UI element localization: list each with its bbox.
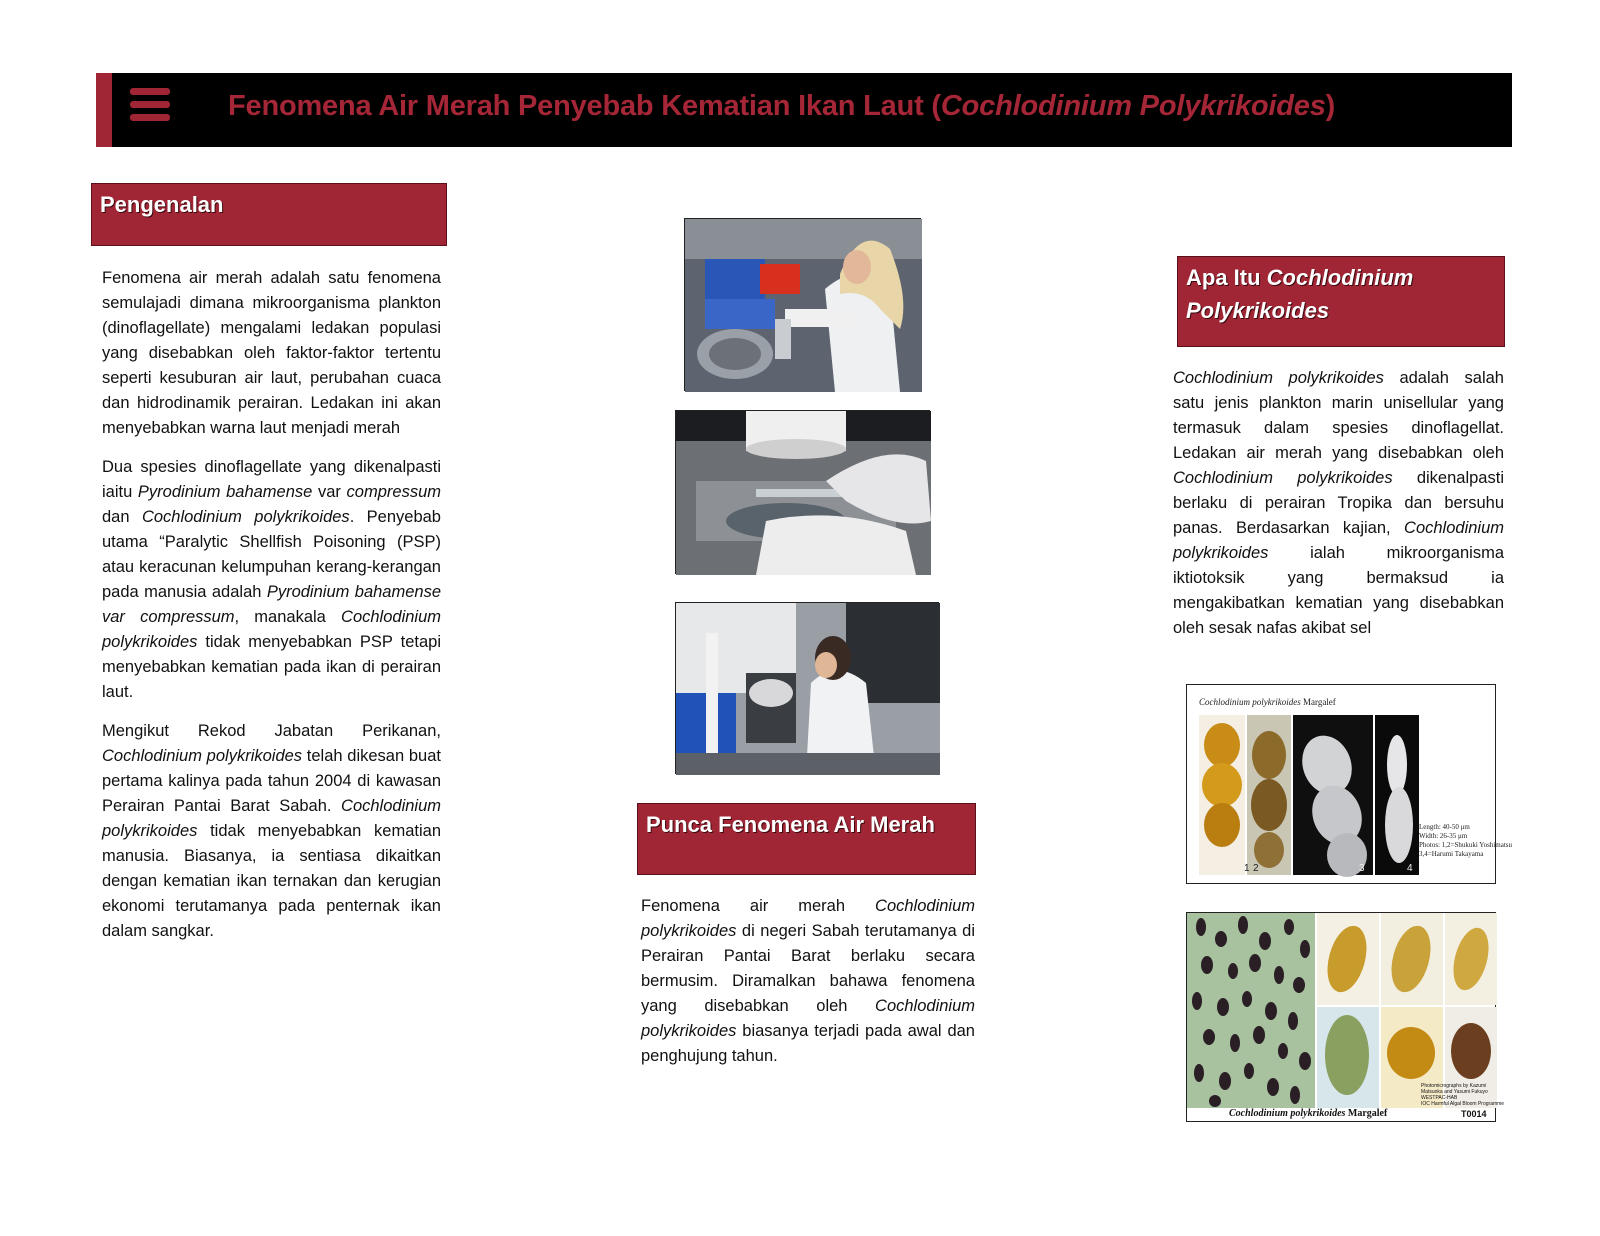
figure-cell-types xyxy=(1186,684,1513,884)
figure2-credit: Photomicrographs by Kazumi Matsuoka and Yasumi Fukuyo WESTPAC-HAB IOC Harmful Algal Bloom Programme xyxy=(1421,1083,1505,1107)
heading-pengenalan: Pengenalan xyxy=(91,183,447,246)
intro-text xyxy=(102,266,441,958)
page-title: Fenomena Air Merah Penyebab Kematian Ikan Laut (Cochlodinium Polykrikoides) xyxy=(228,90,1336,122)
intro-paragraph-1: Fenomena air merah adalah satu fenomena semulajadi dimana mikroorganisma plankton (dinoflagellate) mengalami ledakan populasi yang disebabkan oleh faktor-faktor tertentu seperti kesuburan air laut, perubahan cuaca dan hidrodinamik perairan. Ledakan ini akan menyebabkan warna laut menjadi merah xyxy=(102,269,441,437)
figure1-caption: Cochlodinium polykrikoides Margalef xyxy=(1199,697,1336,707)
intro-paragraph-2: Dua spesies dinoflagellate yang dikenalpasti iaitu Pyrodinium bahamense var compressum dan Cochlodinium polykrikoides. Penyebab utama “Paralytic Shellfish Poisoning (PSP) atau keracunan kelumpuhan kerang-kerangan pada manusia adalah Pyrodinium bahamense var compressum, manakala Cochlodinium polykrikoides tidak menyebabkan PSP tetapi menyebabkan kematian pada ikan di perairan laut. xyxy=(102,458,441,701)
figure2-caption: Cochlodinium polykrikoides Margalef xyxy=(1229,1108,1388,1119)
lab-photo-scientist-microscope xyxy=(675,602,939,774)
lab-photo-pouring xyxy=(684,218,921,391)
menu-icon xyxy=(130,88,170,122)
what-is-paragraph-1: Cochlodinium polykrikoides adalah salah satu jenis plankton marin unisellular yang termasuk dalam spesies dinoflagellat. Ledakan air merah yang disebabkan oleh Cochlodinium polykrikoides dikenalpasti berlaku di perairan Tropika dan bersuhu panas. Berdasarkan kajian, Cochlodinium polykrikoides ialah mikroorganisma iktiotoksik yang bermaksud ia mengakibatkan kematian yang disebabkan oleh sesak nafas akibat sel xyxy=(1173,369,1504,637)
figure2-code: T0014 xyxy=(1461,1109,1487,1119)
figure1-number-1: 1 xyxy=(1244,863,1250,874)
heading-punca: Punca Fenomena Air Merah xyxy=(637,803,976,875)
figure-bloom-micrographs xyxy=(1186,912,1505,1122)
figure1-number-4: 4 xyxy=(1407,863,1413,874)
figure1-number-2: 2 xyxy=(1253,863,1259,874)
cause-text xyxy=(641,894,975,1083)
intro-paragraph-3: Mengikut Rekod Jabatan Perikanan, Cochlodinium polykrikoides telah dikesan buat pertama kalinya pada tahun 2004 di kawasan Perairan Pantai Barat Sabah. Cochlodinium polykrikoides tidak menyebabkan kematian manusia. Biasanya, ia sentiasa dikaitkan dengan kematian ikan ternakan dan kerugian ekonomi terutamanya pada penternak ikan dalam sangkar. xyxy=(102,722,441,940)
cause-paragraph-1: Fenomena air merah Cochlodinium polykrikoides di negeri Sabah terutamanya di Perairan Pantai Barat berlaku secara bermusim. Diramalkan bahawa fenomena yang disebabkan oleh Cochlodinium polykrikoides biasanya terjadi pada awal dan penghujung tahun. xyxy=(641,897,975,1065)
figure1-notes: Length: 40-50 μm Width: 26-35 μm Photos: 1,2=Shukuki Yoshimatsu 3,4=Harumi Takayama xyxy=(1419,823,1513,858)
what-is-text xyxy=(1173,366,1504,655)
figure1-number-3: 3 xyxy=(1359,863,1365,874)
heading-apa-itu: Apa Itu Cochlodinium Polykrikoides xyxy=(1177,256,1505,347)
banner-accent-bar xyxy=(96,73,112,147)
lab-photo-microscope-slide xyxy=(675,410,930,574)
